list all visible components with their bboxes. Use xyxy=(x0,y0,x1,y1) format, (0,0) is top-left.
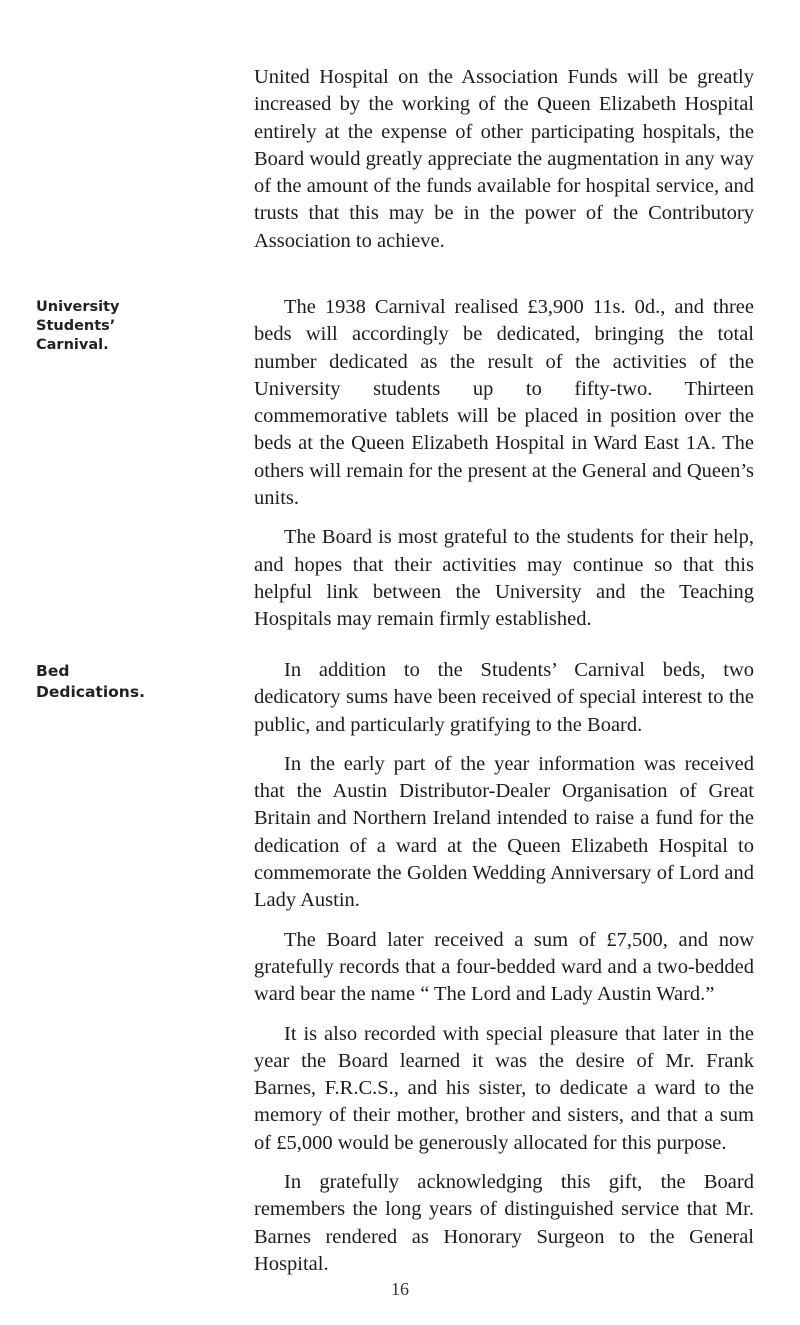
intro-paragraph: United Hospital on the Association Funds will be greatly increased by the working of the Queen Elizabeth Hospital entirely at the expense of other participating hospitals, the Board would greatly appreciate the augmentation in any way of the amount of the funds available for hospital service, and trusts that this may be in the power of the Contributory Association to achieve. xyxy=(254,66,754,252)
paragraph: The Board is most grateful to the students for their help, and hopes that their activities may continue so that this helpful link between the University and the Teaching Hospitals may remain firmly established. xyxy=(254,526,754,631)
side-heading-bed-dedications xyxy=(36,661,216,703)
intro-block xyxy=(254,64,754,267)
paragraph: It is also recorded with special pleasure that later in the year the Board learned it was the desire of Mr. Frank Barnes, F.R.C.S., and his sister, to dedicate a ward to the memory of their mother, brother and sisters, and that a sum of £5,000 would be generously allocated for this purpose. xyxy=(254,1022,754,1154)
paragraph: The Board later received a sum of £7,500, and now gratefully records that a four-bedded ward and a two-bedded ward bear the name “ The Lord and Lady Austin Ward.” xyxy=(254,928,754,1006)
side-heading-line: Dedications. xyxy=(36,683,145,701)
side-heading-line: Students’ xyxy=(36,318,116,334)
side-heading-line: Carnival. xyxy=(36,337,109,353)
paragraph: In the early part of the year information was received that the Austin Distributor-Dealer Organisation of Great Britain and Northern Ireland intended to raise a fund for the dedication of a ward at the Queen Elizabeth Hospital to commemorate the Golden Wedding Anniversary of Lord and Lady Austin. xyxy=(254,752,754,912)
paragraph: The 1938 Carnival realised £3,900 11s. 0d., and three beds will accordingly be dedicated, bringing the total number dedicated as the result of the activities of the University students up to fifty-two. Thirteen commemorative tablets will be placed in position over the beds at the Queen Elizabeth Hospital in Ward East 1A. The others will remain for the present at the General and Queen’s units. xyxy=(254,296,754,510)
page-number: 16 xyxy=(391,1279,409,1299)
section-body xyxy=(254,657,754,1290)
side-heading-university-students-carnival xyxy=(36,298,216,355)
section-body xyxy=(254,294,754,646)
paragraph: In addition to the Students’ Carnival beds, two dedicatory sums have been received of special interest to the public, and particularly gratifying to the Board. xyxy=(254,659,754,736)
paragraph: In gratefully acknowledging this gift, the Board remembers the long years of distinguished service that Mr. Barnes rendered as Honorary Surgeon to the General Hospital. xyxy=(254,1171,754,1275)
side-heading-line: Bed xyxy=(36,662,70,680)
side-heading-line: University xyxy=(36,299,120,315)
